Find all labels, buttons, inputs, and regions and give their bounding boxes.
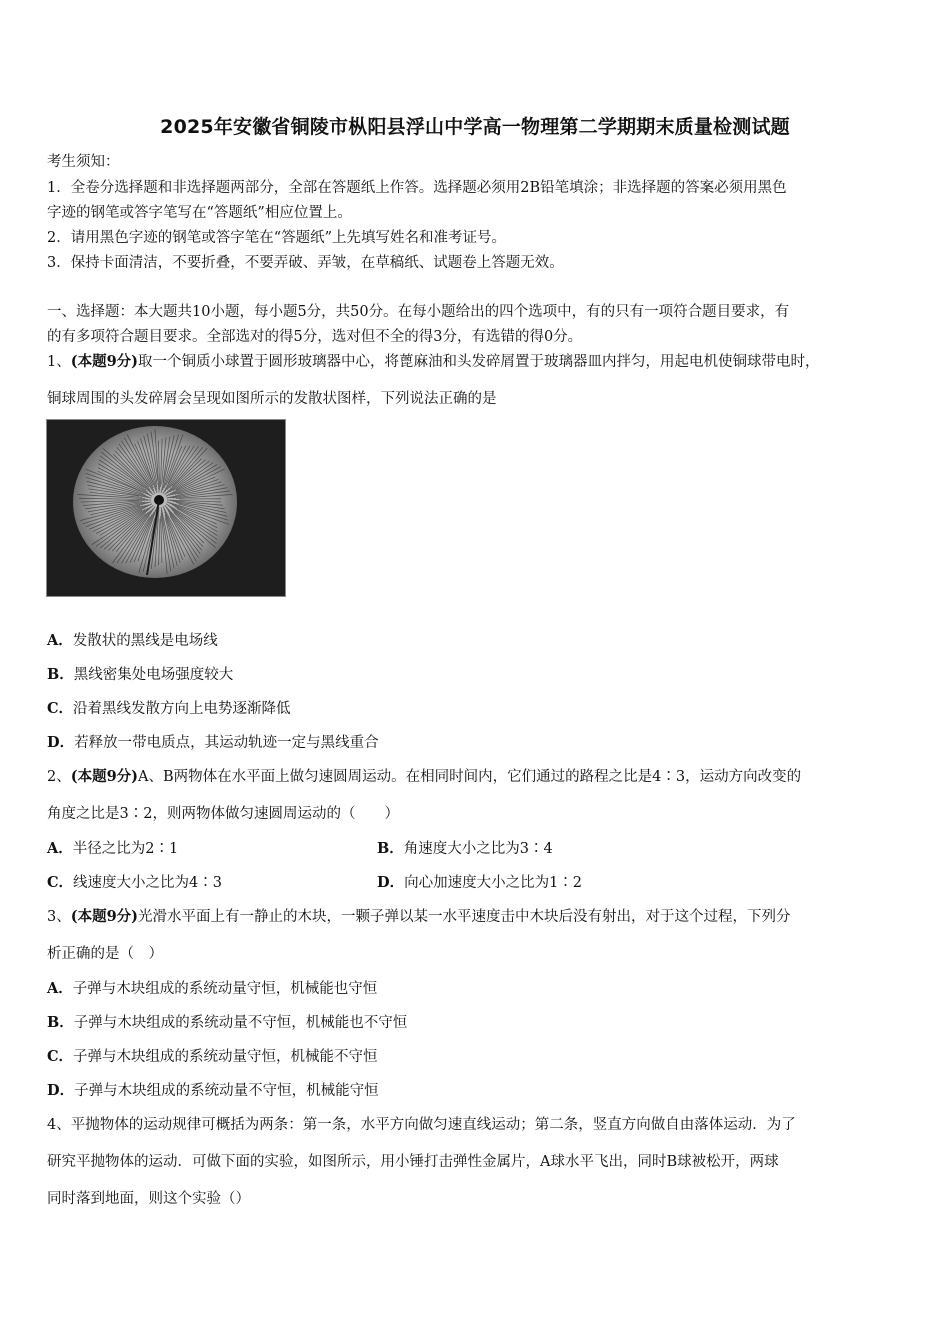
page-title: 2025年安徽省铜陵市枞阳县浮山中学高一物理第二学期期末质量检测试题: [160, 116, 790, 138]
q2-option-c-label: C．: [47, 874, 74, 891]
q3-option-d-label: D．: [47, 1082, 75, 1099]
q3-option-d: [47, 1081, 914, 1101]
question-1-line-1: [47, 352, 914, 372]
q1-option-c-text: 沿着黑线发散方向上电势逐渐降低: [73, 701, 291, 717]
q2-option-b-text: 角速度大小之比为3∶4: [403, 841, 553, 857]
question-2-number: 2、: [47, 769, 71, 785]
question-3-score: (本题9分): [70, 908, 139, 925]
q2-option-a: [47, 839, 178, 859]
q1-option-d: [47, 733, 914, 753]
q1-option-a-text: 发散状的黑线是电场线: [72, 633, 218, 649]
q3-option-a-label: A．: [47, 980, 73, 997]
q3-option-b-label: B．: [47, 1014, 74, 1031]
q1-option-c: [47, 699, 914, 719]
q2-option-a-label: A．: [47, 840, 73, 857]
q1-option-b-text: 黑线密集处电场强度较大: [73, 667, 234, 683]
q2-option-b: [377, 839, 553, 859]
question-3-line-1: [47, 907, 914, 927]
q2-option-d: [377, 873, 582, 893]
q1-option-d-text: 若释放一带电质点，其运动轨迹一定与黑线重合: [74, 735, 379, 751]
q2-option-d-label: D．: [377, 874, 405, 891]
q1-option-a-label: A．: [47, 632, 73, 649]
q3-option-c: [47, 1047, 914, 1067]
section-intro-line-2: 的有多项符合题目要求。全部选对的得5分，选对但不全的得3分，有选错的得0分。: [47, 329, 583, 345]
notice-item-3: 3．保持卡面清洁，不要折叠，不要弄破、弄皱，在草稿纸、试题卷上答题无效。: [47, 255, 564, 271]
question-1-line-2: 铜球周围的头发碎屑会呈现如图所示的发散状图样，下列说法正确的是: [47, 391, 497, 407]
notice-item-1: 1．全卷分选择题和非选择题两部分，全部在答题纸上作答。选择题必须用2B铅笔填涂；非选择题的答案必须用黑色: [47, 180, 787, 196]
q2-option-c: [47, 873, 222, 893]
question-2-score: (本题9分): [70, 768, 139, 785]
q2-option-c-text: 线速度大小之比为4∶3: [73, 875, 222, 891]
question-3-line-2: 析正确的是（ ）: [47, 946, 163, 962]
q1-option-b: [47, 665, 914, 685]
q3-option-b: [47, 1013, 914, 1033]
q3-option-c-text: 子弹与木块组成的系统动量守恒，机械能不守恒: [73, 1049, 378, 1065]
question-4-line-3: 同时落到地面，则这个实验（）: [47, 1191, 250, 1207]
q2-option-a-text: 半径之比为2∶1: [72, 841, 179, 857]
q3-option-a-text: 子弹与木块组成的系统动量守恒，机械能也守恒: [72, 981, 378, 997]
question-2-text: A、B两物体在水平面上做匀速圆周运动。在相同时间内，它们通过的路程之比是4∶3，运动方向改变的: [138, 769, 802, 785]
notice-item-2: 2．请用黑色字迹的钢笔或答字笔在“答题纸”上先填写姓名和准考证号。: [47, 230, 507, 246]
question-1-score: (本题9分): [70, 353, 139, 370]
notice-heading: 考生须知：: [47, 154, 120, 170]
question-4-line-1: 4、平抛物体的运动规律可概括为两条：第一条，水平方向做匀速直线运动；第二条，竖直方向做自由落体运动．为了: [47, 1117, 796, 1133]
question-2-line-2: 角度之比是3∶2，则两物体做匀速圆周运动的（ ）: [47, 806, 399, 822]
q1-option-b-label: B．: [47, 666, 74, 683]
q1-option-c-label: C．: [47, 700, 74, 717]
q2-option-d-text: 向心加速度大小之比为1∶2: [404, 875, 583, 891]
question-3-text: 光滑水平面上有一静止的木块，一颗子弹以某一水平速度击中木块后没有射出，对于这个过程，下列分: [138, 909, 791, 925]
hair-pattern-photo: [46, 419, 286, 597]
question-2-line-1: [47, 767, 914, 787]
q3-option-b-text: 子弹与木块组成的系统动量不守恒，机械能也不守恒: [73, 1015, 408, 1031]
question-1-text: 取一个铜质小球置于圆形玻璃器中心，将蓖麻油和头发碎屑置于玻璃器皿内拌匀，用起电机使铜球带电时，: [138, 354, 820, 370]
hair-pattern-image: [47, 420, 285, 596]
q2-option-b-label: B．: [377, 840, 404, 857]
q1-option-a: [47, 631, 914, 651]
question-1-number: 1、: [47, 354, 71, 370]
section-intro-line-1: 一、选择题：本大题共10小题，每小题5分，共50分。在每小题给出的四个选项中，有的只有一项符合题目要求，有: [47, 304, 790, 320]
q3-option-a: [47, 979, 914, 999]
question-4-line-2: 研究平抛物体的运动．可做下面的实验，如图所示，用小锤打击弹性金属片，A球水平飞出，同时B球被松开，两球: [47, 1154, 779, 1170]
notice-item-1-cont: 字迹的钢笔或答字笔写在“答题纸”相应位置上。: [47, 205, 352, 221]
question-3-number: 3、: [47, 909, 71, 925]
q3-option-c-label: C．: [47, 1048, 74, 1065]
q1-option-d-label: D．: [47, 734, 75, 751]
q3-option-d-text: 子弹与木块组成的系统动量不守恒，机械能守恒: [74, 1083, 379, 1099]
